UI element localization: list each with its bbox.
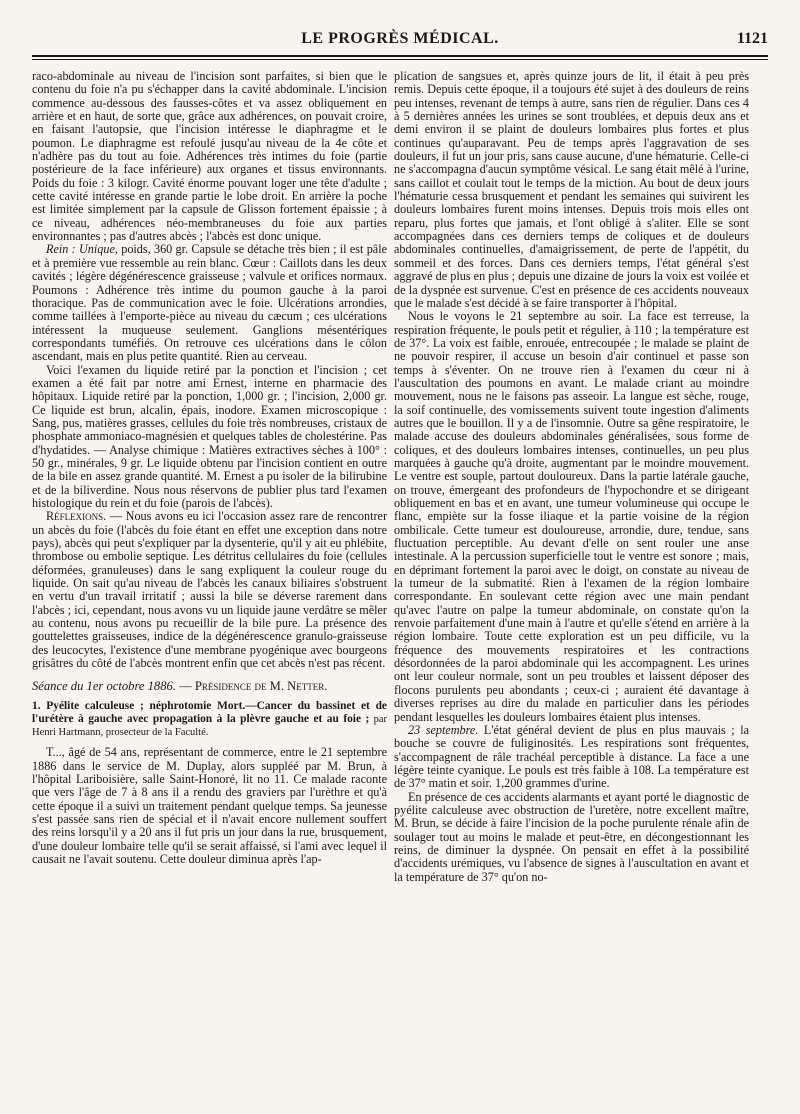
paragraph: plication de sangsues et, après quinze jours de lit, il était à peu près remis. Depuis cette époque, il a toujours été sujet à des douleurs de reins peu intenses, revenant de temps à autre, sans rien de régulier. Dans ces 4 à 5 dernières années les urines se sont troublées, et depuis deux ans et demi environ il se plaint de douleurs lombaires plus fortes et plus continues qu'auparavant. Peu de temps après l'aggravation de ses douleurs, il fut un jour pris, sans cause aucune, d'une hématurie. Celle-ci ne s'accompagna d'aucun symptôme vésical. Le sang était mêlé à l'urine, sans caillot et coulait tout le temps de la miction. Au bout de deux jours l'hématurie cessa brusquement et pendant les semaines qui suivirent les douleurs lombaires furent moins intenses. Depuis trois mois elles ont reparu, plus fortes que jamais, et l'ont obligé à s'aliter. Elle se sont accompagnées dans ces derniers temps de coliques et de douleurs abdominales continuelles, d'amaigrissement, de perte de l'appétit, du sommeil et des forces. Dans ces derniers temps, l'état général s'est aggravé de plus en plus ; depuis une dizaine de jours la voix est voilée et de la dyspnée est survenue. C'est en présence de ces accidents nouveaux que le malade s'est décidé à se faire transporter à l'hôpital. [394, 70, 749, 310]
article-title-text: 1. Pyélite calculeuse ; néphrotomie Mort.—Cancer du bassinet et de l'urétère à gauche avec propagation à la plèvre gauche et au foie ; [32, 699, 387, 725]
paragraph: Voici l'examen du liquide retiré par la ponction et l'incision ; cet examen a été fait par notre ami Ernest, interne en pharmacie des hôpitaux. Liquide retiré par la ponction, 1,000 gr. ; l'incision, 2,000 gr. Ce liquide est brun, alcalin, épais, inodore. Examen microscopique : Sang, pus, matières grasses, cellules du foie très nombreuses, cristaux de phosphate ammoniaco-magnésien et quelques tables de cholestérine. Pas d'hydatides. — Analyse chimique : Matières extractives sèches à 100° : 50 gr., minérales, 9 gr. Le liquide obtenu par l'incision contient en outre de la bile en assez grande quantité. M. Ernest a pu isoler de la bilirubine et de la biliverdine. Nous nous réservons de publier plus tard l'examen histologique du rein et du foie (parois de l'abcès). [32, 362, 387, 510]
paragraph: En présence de ces accidents alarmants et ayant porté le diagnostic de pyélite calculeuse avec obstruction de l'uretère, notre excellent maître, M. Brun, se décide à faire l'incision de la poche purulente rénale afin de soulager tout au moins le malade et peut-être, en décongestionnant les reins, de diminuer la dyspnée. On pensait en effet à la possibilité d'accidents urémiques, vu l'absence de signes à l'auscultation en avant et la température de 37° qu'on no- [394, 789, 749, 884]
paragraph [394, 724, 749, 791]
article-title [32, 700, 387, 740]
paragraph: raco-abdominale au niveau de l'incision sont parfaites, si bien que le contenu du foie n'a pu s'échapper dans la cavité abdominale. L'incision commence au-dessous des fausses-côtes et va assez obliquement en arrière et en haut, de sorte que, grâce aux adhérences, on pouvait croire, en faisant l'autopsie, que l'incision intéresse le diaphragme et le poumon. Le diaphragme est refoulé jusqu'au niveau de la 4e côte et n'adhère pas du tout au foie. Adhérences très intimes du foie (partie postérieure de la face inférieure) aux organes et tissus environnants. Poids du foie : 3 kilogr. Cavité énorme pouvant loger une tête d'adulte ; cette cavité intéresse en grande partie le lobe droit. En arrière la poche est limitée simplement par la capsule de Glisson fortement épaissie ; à ce niveau, adhérences néo-membraneuses du foie aux parties environnantes ; pas d'autres abcès ; l'abcès est donc unique. [32, 70, 387, 244]
lead-in: Rein : Unique, [46, 242, 118, 257]
running-header [32, 30, 768, 52]
header-rule-thin [32, 59, 768, 60]
journal-title: LE PROGRÈS MÉDICAL. [301, 30, 499, 47]
article-byline: par Henri Hartmann, prosecteur de la Faculté. [32, 713, 387, 739]
seance-heading [32, 680, 387, 693]
paragraph [32, 243, 387, 363]
lead-in: 23 septembre. [408, 722, 479, 737]
paragraph-body: L'état général devient de plus en plus mauvais ; la bouche se couvre de fuliginosités. Les respirations sont fréquentes, s'accompagnent de râle trachéal perceptible à distance. La face a une légère teinte cyanique. Le pouls est très faible à 108. La température est de 37° matin et soir. 1,200 grammes d'urine. [394, 722, 749, 791]
paragraph: Nous le voyons le 21 septembre au soir. La face est terreuse, la respiration fréquente, le pouls petit et régulier, à 110 ; la température est de 37°. La voix est faible, enrouée, entrecoupée ; le malade se plaint de ne pouvoir respirer, il accuse un besoin d'air continuel et passe son temps à s'éventer. On ne trouve rien à l'examen du cœur ni à l'auscultation des poumons en avant. Le malade criant au moindre mouvement, nous ne le faisons pas asseoir. La langue est sèche, rouge, la soif continuelle, des vomissements suivent toute ingestion d'aliments autres que le bouillon. Il y a de l'insomnie. Outre sa gêne respiratoire, le malade accuse des douleurs abdominales généralisées, sous forme de coliques, et des douleurs lombaires intenses, continuelles, un peu plus marquées à gauche qu'à droite, augmentant par le moindre mouvement. Le ventre est souple, partout douloureux. Dans la partie latérale gauche, on trouve, émergeant des profondeurs de l'hypochondre et se dirigeant obliquement en bas et en avant, une tumeur volumineuse qui occupe le flanc, empiète sur la fosse iliaque et la partie voisine de la région ombilicale. Cette tumeur est douloureuse, arrondie, dure, tendue, sans fluctuation perceptible. Au devant d'elle on sent rouler une anse intestinale. A la percussion superficielle tout le ventre est sonore ; mais, en déprimant fortement la paroi avec le doigt, on constate au niveau de la tumeur de la submatité. Rien à l'examen de la région lombaire correspondante. En soulevant cette région avec une main pendant qu'avec l'autre on palpe la tumeur abdominale, on constate qu'on la renvoie parfaitement d'une main à l'autre et qu'elle s'étend en arrière à la région lombaire. Toute cette exploration est un peu difficile, vu la fréquence des mouvements respiratoires et les contractions désordonnées de la paroi abdominale qui les accompagnent. Les urines ont leur couleur normale, sont un peu troubles et laissent déposer des flocons purulents peu abondants ; ceux-ci ; auraient été davantage à diverses reprises au dire du malade en particulier dans les périodes pendant lesquelles les douleurs lombaires étaient plus intenses. [394, 309, 749, 724]
spacer [32, 670, 387, 676]
paragraph-body: — Nous avons eu ici l'occasion assez rare de rencontrer un abcès du foie (l'abcès du foie étant en effet une exception dans notre pays), abcès qui peut s'expliquer par la dysenterie, qu'il y ait eu phlébite, thrombose ou embolie septique. Les détritus cellulaires du foie (cellules déformées, granuleuses) dans le sang expliquent la couleur rouge du liquide. On sait qu'au niveau de l'abcès les canaux biliaires s'obstruent en vertu d'un travail irritatif ; aussi la bile se déverse rarement dans l'abcès ; ici, cependant, nous avons vu un liquide jaune verdâtre se mêler au contenu, nous avons pu recueillir de la bile pure. La présence des gouttelettes graisseuses, indice de la dégénérescence granulo-graisseuse des leucocytes, l'existence d'une membrane pyogénique avec bourgeons grisâtres du côté de l'abcès montrent enfin que cet abcès n'est pas récent. [32, 509, 387, 671]
seance-date: Séance du 1er octobre 1886. [32, 679, 176, 694]
paragraph: T..., âgé de 54 ans, représentant de commerce, entre le 21 septembre 1886 dans le service de M. Duplay, alors suppléé par M. Brun, à l'hôpital Lariboisière, salle Saint-Honoré, lit no 11. Ce malade raconte que vers l'âge de 7 à 8 ans il a rendu des graviers par l'urèthre et qu'à cette époque il a suivi un traitement pendant quelque temps. Sa jeunesse s'est passée sans rien de spécial et il n'avait encore nullement souffert des reins lorsqu'il y a 20 ans il fut pris un jour dans la rue, brusquement, d'une douleur lombaire telle qu'il se serait affaissé, si l'ami avec lequel il causait ne l'avait soutenu. Cette douleur diminua après l'ap- [32, 745, 387, 866]
left-column [32, 70, 387, 1104]
right-column [394, 70, 749, 1104]
page-number: 1121 [736, 30, 768, 47]
paragraph-body: poids, 360 gr. Capsule se détache très bien ; il est pâle et à première vue ressemble au rein blanc. Cœur : Caillots dans les deux cavités ; légère dégénérescence graisseuse ; valvule et orifices normaux. Poumons : Adhérence très intime du poumon gauche à la paroi thoracique. Pas de communication avec le foie. Ulcérations arrondies, comme taillées à l'emporte-pièce au niveau du cæcum ; ces ulcérations intéressent la muqueuse seulement. Ganglions mésentériques correspondants tuméfiés. On retrouve ces ulcérations dans le côlon ascendant, mais en plus petite quantité. Rien au cerveau. [32, 242, 387, 364]
seance-presidence: — Présidence de M. Netter. [175, 679, 328, 694]
paragraph [32, 510, 387, 670]
header-rule-thick [32, 55, 768, 57]
lead-in: Réflexions. [46, 509, 107, 524]
